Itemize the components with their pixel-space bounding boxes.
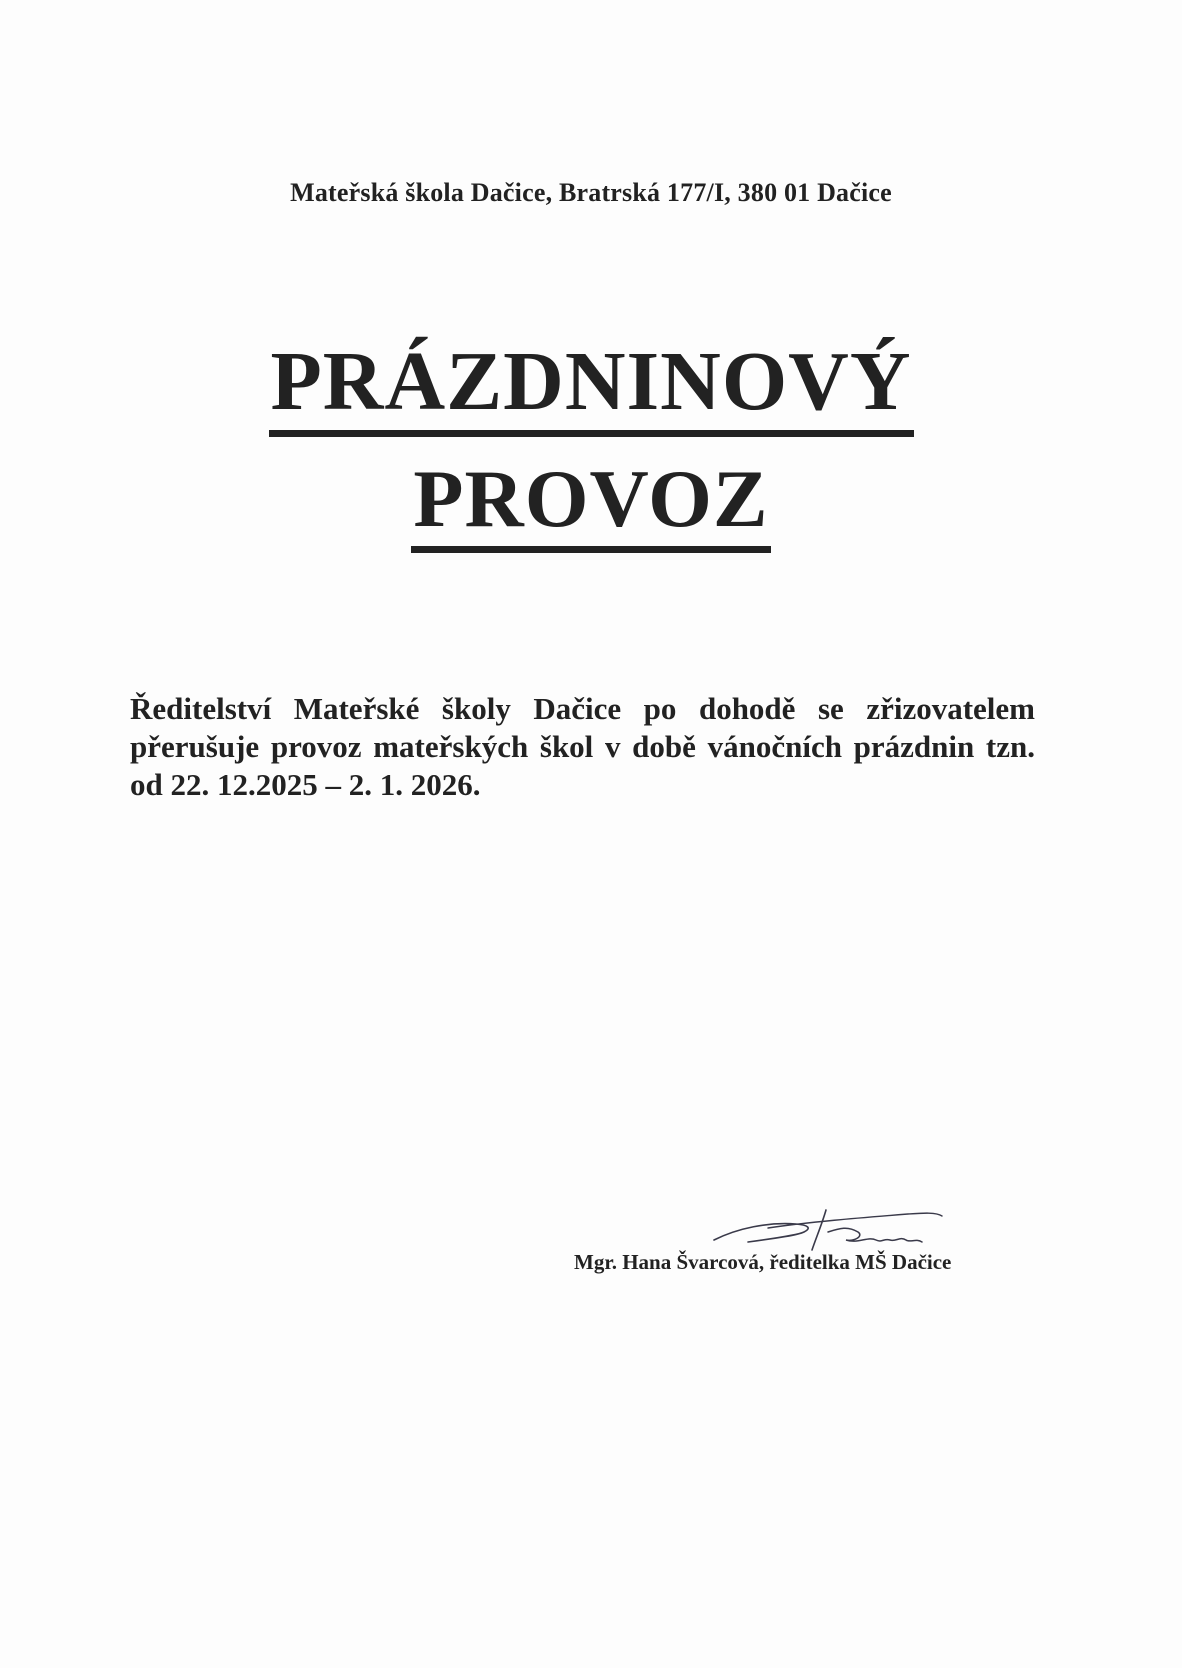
signature-icon [708, 1198, 948, 1258]
title-line-2 [0, 453, 1182, 553]
title-line-1 [0, 335, 1182, 437]
title-operation: PROVOZ [411, 458, 770, 553]
school-address-header: Mateřská škola Dačice, Bratrská 177/I, 380 01 Dačice [290, 178, 892, 207]
signatory-name: Mgr. Hana Švarcová, ředitelka MŠ Dačice [574, 1250, 952, 1274]
announcement-paragraph: Ředitelství Mateřské školy Dačice po dohodě se zřizovatelem přerušuje provoz mateřských škol v době vánočních prázdnin tzn. od 22. 12.2025 – 2. 1. 2026. [130, 691, 1035, 802]
title-holiday: PRÁZDNINOVÝ [269, 340, 914, 437]
